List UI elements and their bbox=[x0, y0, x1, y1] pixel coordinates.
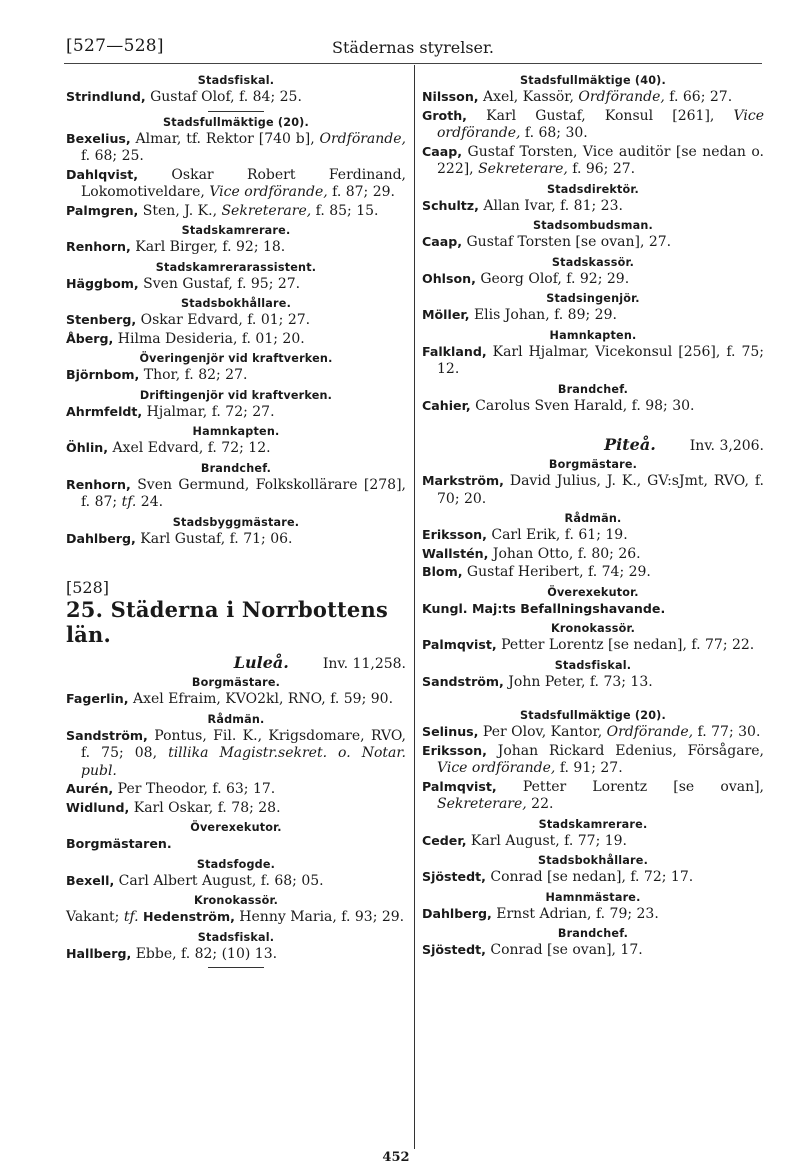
entry-text: Johan Otto, f. 80; 26. bbox=[488, 545, 641, 562]
entry-name: Schultz, bbox=[422, 197, 479, 213]
entry-name: Dahlberg, bbox=[66, 530, 136, 546]
entry-text: Gustaf Torsten [se ovan], 27. bbox=[462, 234, 672, 250]
entry bbox=[422, 197, 764, 216]
entry-name: Dahlqvist, bbox=[66, 166, 139, 182]
column-divider bbox=[414, 65, 415, 1149]
entry-text: Gustaf Heribert, f. 74; 29. bbox=[462, 564, 651, 580]
entry-role: Sekreterare, bbox=[221, 202, 312, 219]
section-heading: Driftingenjör vid kraftverken. bbox=[139, 388, 333, 402]
entry-name: Selinus, bbox=[422, 724, 479, 739]
entry bbox=[422, 673, 764, 692]
entry bbox=[422, 107, 764, 143]
entry bbox=[422, 868, 764, 887]
entry-name: Palmqvist, bbox=[422, 637, 497, 652]
entry-text: Axel, Kassör, bbox=[478, 89, 579, 105]
entry-text: Hilma Desideria, f. 01; 20. bbox=[113, 330, 305, 347]
entry-text: Vakant; bbox=[66, 909, 124, 925]
entry-role: Ordförande, bbox=[606, 724, 694, 740]
entry-text: f. 77; 30. bbox=[693, 724, 761, 740]
entry-name: Stenberg, bbox=[66, 312, 137, 327]
entry-text: Thor, f. 82; 27. bbox=[139, 367, 248, 383]
entry-text: Karl Gustaf, f. 71; 06. bbox=[135, 530, 293, 547]
entry-role: Vice ordförande, bbox=[437, 760, 556, 776]
entry-name: Hedenström, bbox=[138, 909, 235, 924]
entry-name: Borgmästaren. bbox=[66, 836, 172, 851]
entry-role: tf. bbox=[123, 909, 139, 925]
town-inhabitants: Inv. 3,206. bbox=[689, 438, 764, 454]
entry-name: Strindlund, bbox=[66, 89, 146, 104]
entry-name: Sjöstedt, bbox=[422, 869, 486, 884]
entry bbox=[422, 742, 764, 778]
entry-role: Vice ordförande, bbox=[437, 107, 764, 141]
spacer bbox=[422, 691, 764, 705]
entry bbox=[422, 905, 764, 924]
entry-text: Carl Erik, f. 61; 19. bbox=[486, 527, 628, 543]
section-heading: Stadsdirektör. bbox=[546, 182, 639, 196]
entry bbox=[66, 780, 406, 799]
entry-text: Sven Germund, Folkskollärare [278], f. 87; bbox=[81, 476, 406, 510]
entry bbox=[422, 778, 764, 814]
entry-text: Karl Oskar, f. 78; 28. bbox=[129, 799, 281, 816]
entry-name: Öhlin, bbox=[66, 440, 109, 455]
entry-text: Oskar Edvard, f. 01; 27. bbox=[136, 312, 311, 328]
left-column bbox=[66, 70, 406, 972]
entry bbox=[422, 143, 764, 179]
section-heading: Stadsingenjör. bbox=[546, 292, 640, 305]
entry-role: Sekreterare, bbox=[478, 161, 568, 177]
section-heading: Stadskamrerare. bbox=[181, 224, 291, 237]
entry-text: Carolus Sven Harald, f. 98; 30. bbox=[470, 397, 695, 414]
entry-text: Karl August, f. 77; 19. bbox=[466, 832, 628, 849]
section-heading: Hamnkapten. bbox=[549, 328, 637, 342]
entry-name: Bexell, bbox=[66, 872, 115, 888]
section-heading: Överingenjör vid kraftverken. bbox=[139, 352, 333, 365]
entry-name: Eriksson, bbox=[422, 742, 487, 758]
entry-role: Sekreterare, bbox=[437, 796, 527, 812]
right-column bbox=[422, 70, 764, 960]
entry bbox=[422, 563, 764, 582]
entry-text: f. 68; 25. bbox=[81, 148, 144, 164]
entry-text: Karl Gustaf, Konsul [261], bbox=[466, 107, 734, 124]
entry-text: f. 68; 30. bbox=[520, 125, 588, 141]
entry-text: f. 66; 27. bbox=[664, 89, 733, 105]
entry-text: Petter Lorentz [se ovan], bbox=[496, 778, 764, 795]
entry-text: f. 96; 27. bbox=[567, 161, 636, 177]
entry-text: Carl Albert August, f. 68; 05. bbox=[114, 872, 324, 889]
entry bbox=[422, 270, 764, 289]
town-name: Piteå. bbox=[604, 435, 656, 454]
section-heading: Hamnkapten. bbox=[192, 425, 280, 438]
section-heading: Stadsombudsman. bbox=[532, 219, 654, 232]
entry-text: Conrad [se ovan], 17. bbox=[485, 942, 643, 958]
entry bbox=[422, 723, 764, 742]
entry bbox=[422, 600, 764, 619]
entry-name: Nilsson, bbox=[422, 89, 479, 104]
section-heading: Rådmän. bbox=[207, 712, 265, 726]
entry-name: Kungl. Maj:ts Befallningshavande. bbox=[422, 600, 666, 616]
entry-name: Möller, bbox=[422, 307, 470, 322]
entry-text: Henny Maria, f. 93; 29. bbox=[234, 909, 405, 925]
entry bbox=[422, 306, 764, 325]
entry-text: Elis Johan, f. 89; 29. bbox=[469, 307, 617, 323]
entry-name: Caap, bbox=[422, 143, 463, 159]
entry bbox=[66, 403, 406, 422]
entry-text: Karl Hjalmar, Vicekonsul [256], f. 75; 12. bbox=[437, 343, 764, 377]
town-inhabitants: Inv. 11,258. bbox=[322, 656, 406, 672]
entry-name: Caap, bbox=[422, 234, 463, 249]
entry-text: Pontus, Fil. K., Krigsdomare, RVO, f. 75; 08, bbox=[81, 727, 406, 761]
section-heading: Stadsfiskal. bbox=[197, 74, 275, 87]
section-heading: Stadsfullmäktige (40). bbox=[520, 74, 666, 87]
entry bbox=[66, 330, 406, 349]
entry bbox=[66, 530, 406, 549]
entry-text: John Peter, f. 73; 13. bbox=[503, 673, 653, 690]
section-heading: Stadsbyggmästare. bbox=[172, 515, 300, 529]
section-heading: Brandchef. bbox=[557, 927, 629, 940]
entry bbox=[422, 343, 764, 379]
entry-role: Ordförande, bbox=[319, 130, 406, 147]
entry-role: tf. bbox=[121, 494, 137, 510]
section-heading: Borgmästare. bbox=[191, 676, 281, 689]
entry-text: Gustaf Torsten, Vice auditör [se nedan o. 222], bbox=[437, 143, 764, 177]
entry bbox=[66, 945, 406, 964]
entry-name: Ahrmfeldt, bbox=[66, 403, 143, 419]
entry-name: Björnbom, bbox=[66, 367, 140, 382]
entry bbox=[422, 397, 764, 416]
entry bbox=[422, 832, 764, 851]
entry bbox=[66, 908, 406, 927]
entry-text: Hjalmar, f. 72; 27. bbox=[142, 403, 275, 420]
entry-name: Renhorn, bbox=[66, 239, 131, 254]
entry-text: Petter Lorentz [se nedan], f. 77; 22. bbox=[496, 637, 755, 653]
page-number: 452 bbox=[382, 1150, 410, 1165]
section-heading: Brandchef. bbox=[557, 382, 629, 396]
entry-role: Vice ordförande, bbox=[209, 184, 328, 200]
entry bbox=[422, 545, 764, 564]
entry-role: Ordförande, bbox=[578, 89, 665, 105]
entry bbox=[66, 166, 406, 202]
entry-name: Aurén, bbox=[66, 781, 114, 796]
entry bbox=[66, 835, 406, 854]
entry-name: Wallstén, bbox=[422, 545, 489, 561]
entry-name: Sandström, bbox=[66, 727, 148, 743]
section-heading: Stadsfogde. bbox=[196, 857, 276, 871]
entry-text: Oskar Robert Ferdinand, Lokomotiveldare, bbox=[81, 166, 406, 200]
entry-name: Renhorn, bbox=[66, 476, 131, 492]
section-heading: Stadsfiskal. bbox=[554, 658, 632, 672]
page-range: [527—528] bbox=[66, 36, 164, 56]
section-heading: Överexekutor. bbox=[547, 585, 639, 599]
section-number: [528] bbox=[66, 578, 110, 597]
entry bbox=[422, 88, 764, 107]
entry-text: Almar, tf. Rektor [740 b], bbox=[130, 130, 320, 147]
entry-name: Blom, bbox=[422, 564, 463, 579]
section-heading: Stadsfullmäktige (20). bbox=[520, 709, 666, 722]
entry-name: Markström, bbox=[422, 473, 504, 488]
entry-name: Ceder, bbox=[422, 832, 467, 848]
entry bbox=[66, 366, 406, 385]
entry bbox=[66, 130, 406, 166]
entry bbox=[422, 233, 764, 252]
entry bbox=[66, 275, 406, 294]
separator-rule bbox=[208, 111, 264, 112]
entry-name: Falkland, bbox=[422, 343, 487, 359]
town-name: Luleå. bbox=[233, 653, 289, 672]
entry bbox=[66, 311, 406, 330]
entry-text: Axel Edvard, f. 72; 12. bbox=[108, 440, 271, 456]
entry bbox=[422, 941, 764, 960]
entry-text: Georg Olof, f. 92; 29. bbox=[475, 270, 630, 287]
entry-text: Per Olov, Kantor, bbox=[478, 724, 607, 740]
entry-text: Per Theodor, f. 63; 17. bbox=[113, 781, 276, 797]
entry bbox=[422, 526, 764, 545]
entry-name: Groth, bbox=[422, 107, 467, 123]
entry-text: Johan Rickard Edenius, Försågare, bbox=[486, 742, 764, 759]
entry-name: Widlund, bbox=[66, 799, 130, 815]
section-heading: Borgmästare. bbox=[548, 458, 638, 471]
entry-text: 24. bbox=[136, 494, 164, 510]
entry bbox=[66, 799, 406, 818]
entry-text: f. 85; 15. bbox=[311, 202, 379, 219]
section-heading: Stadsfiskal. bbox=[197, 930, 275, 944]
entry bbox=[66, 202, 406, 221]
entry-text: Conrad [se nedan], f. 72; 17. bbox=[485, 869, 694, 885]
section-heading: Stadsfullmäktige (20). bbox=[163, 115, 309, 129]
entry-name: Ohlson, bbox=[422, 270, 476, 286]
section-heading: Kronokassör. bbox=[193, 894, 279, 907]
running-title: Städernas styrelser. bbox=[332, 38, 494, 57]
entry-text: f. 87; 29. bbox=[327, 184, 395, 200]
header-rule bbox=[64, 63, 762, 64]
section-heading: Hamnmästare. bbox=[545, 890, 641, 904]
entry bbox=[422, 636, 764, 655]
section-title: 25. Städerna i Norrbottens län. bbox=[66, 597, 388, 647]
entry-name: Fagerlin, bbox=[66, 691, 129, 706]
entry-text: Gustaf Olof, f. 84; 25. bbox=[145, 89, 302, 105]
entry-name: Sandström, bbox=[422, 673, 504, 689]
entry-name: Åberg, bbox=[66, 330, 114, 346]
entry-text: Axel Efraim, KVO2kl, RNO, f. 59; 90. bbox=[128, 691, 394, 707]
section-heading: Stadskamrerarassistent. bbox=[155, 260, 317, 274]
entry-text: David Julius, J. K., GV:sJmt, RVO, f. 70; 20. bbox=[437, 473, 764, 507]
entry bbox=[66, 690, 406, 709]
section-heading: Stadskamrerare. bbox=[538, 817, 648, 831]
section-heading: Stadskassör. bbox=[551, 255, 635, 269]
entry bbox=[66, 476, 406, 512]
section-heading: Brandchef. bbox=[200, 461, 272, 475]
entry bbox=[66, 727, 406, 781]
town-line bbox=[66, 653, 406, 672]
entry-role: tillika Magistr.sekret. o. Notar. publ. bbox=[81, 745, 406, 779]
separator-rule bbox=[208, 967, 264, 968]
entry-name: Palmgren, bbox=[66, 202, 139, 218]
entry-text: Ernst Adrian, f. 79; 23. bbox=[491, 905, 659, 922]
section-heading: Stadsbokhållare. bbox=[537, 854, 649, 867]
entry bbox=[422, 472, 764, 508]
entry-text: 22. bbox=[526, 796, 554, 812]
entry-name: Cahier, bbox=[422, 397, 471, 413]
entry-text: Allan Ivar, f. 81; 23. bbox=[478, 197, 623, 214]
spacer bbox=[422, 415, 764, 429]
entry-name: Sjöstedt, bbox=[422, 942, 486, 957]
town-line bbox=[422, 435, 764, 454]
entry bbox=[66, 88, 406, 107]
entry-text: Karl Birger, f. 92; 18. bbox=[130, 239, 286, 255]
entry-name: Häggbom, bbox=[66, 275, 139, 291]
section-heading: Stadsbokhållare. bbox=[180, 297, 292, 310]
entry-name: Hallberg, bbox=[66, 945, 132, 961]
entry-text: f. 91; 27. bbox=[555, 760, 623, 776]
entry bbox=[66, 439, 406, 458]
entry-name: Dahlberg, bbox=[422, 905, 492, 921]
section-heading: Rådmän. bbox=[564, 512, 622, 525]
entry-name: Eriksson, bbox=[422, 527, 487, 542]
entry bbox=[66, 872, 406, 891]
entry-name: Bexelius, bbox=[66, 130, 131, 146]
entry-text: Ebbe, f. 82; (10) 13. bbox=[131, 945, 278, 962]
entry-text: Sten, J. K., bbox=[138, 202, 222, 219]
section-heading: Kronokassör. bbox=[550, 622, 636, 635]
entry bbox=[66, 238, 406, 257]
entry-name: Palmqvist, bbox=[422, 778, 497, 794]
section-heading: Överexekutor. bbox=[190, 821, 282, 834]
entry-text: Sven Gustaf, f. 95; 27. bbox=[138, 275, 301, 292]
